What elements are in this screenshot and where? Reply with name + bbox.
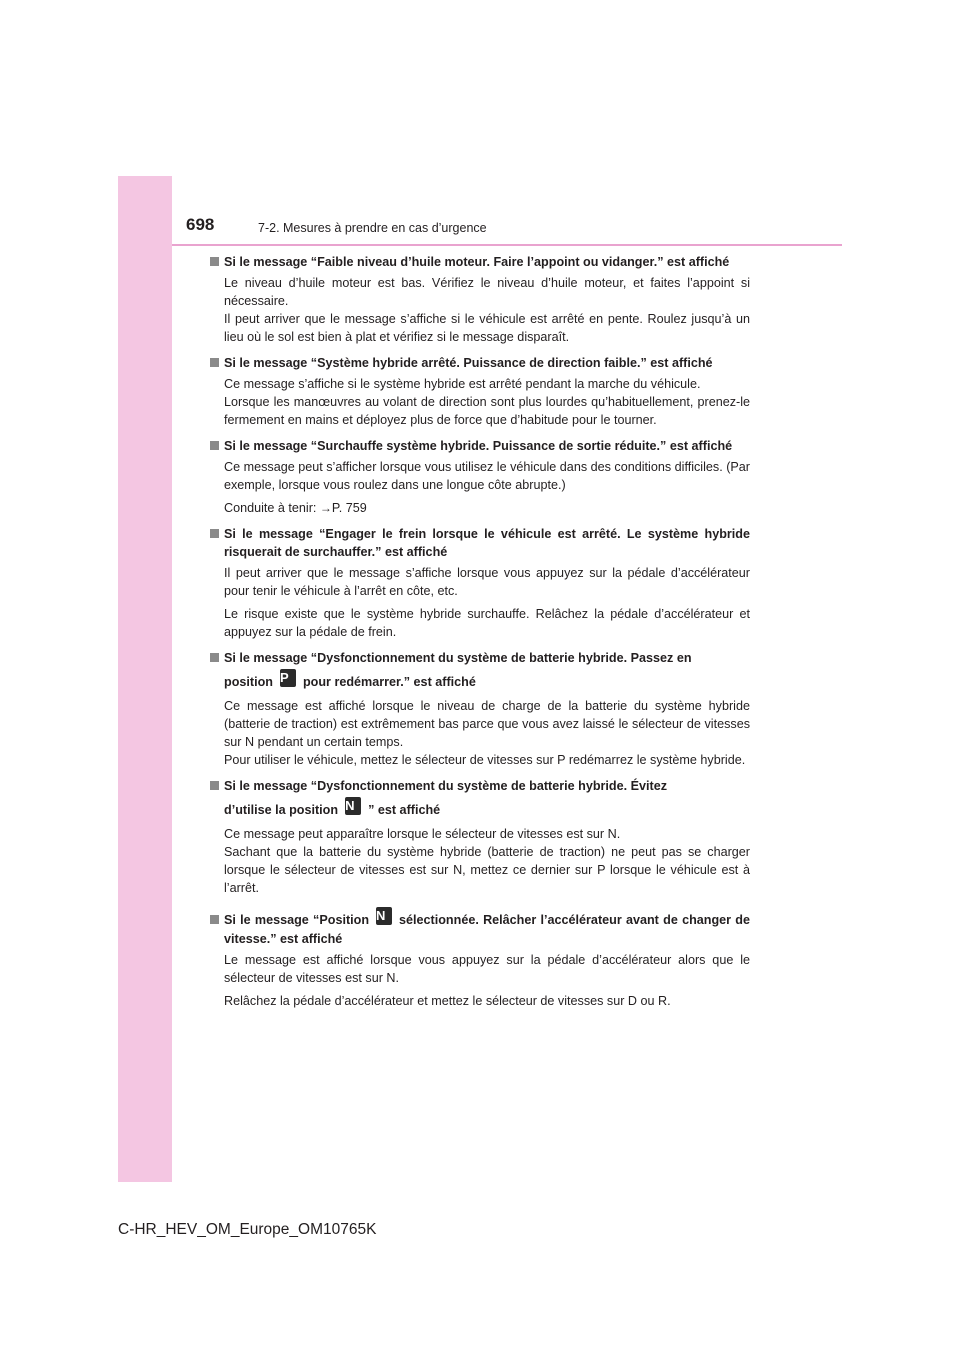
heading-text: Si le message “Engager le frein lorsque le véhicule est arrêté. Le système hybride risquerait de surchauffer.” est affiché: [224, 527, 750, 559]
square-bullet-icon: [210, 257, 219, 266]
section-battery-malfunction-p: [210, 649, 750, 769]
paragraph: Il peut arriver que le message s’affiche lorsque vous appuyez sur la pédale d’accélérateur pour tenir le véhicule à l’arrêt en côte, etc.: [224, 566, 750, 598]
heading-text: Si le message “Faible niveau d’huile moteur. Faire l’appoint ou vidanger.” est affiché: [224, 255, 730, 269]
paragraph-text: Ce message est affiché lorsque le niveau de charge de la batterie du système hybride (batterie de traction) est extrêmement bas parce que vous avez laissé le sélecteur de vitesses sur N pendant un certain temps.: [224, 699, 750, 749]
paragraph: Le message est affiché lorsque vous appuyez sur la pédale d’accélérateur alors que le sélecteur de vitesses est sur N.: [224, 952, 750, 985]
heading-text: Si le message “Position: [224, 913, 370, 927]
paragraph-text: Le niveau d’huile moteur est bas. Vérifiez le niveau d’huile moteur, et faites l’appoint si nécessaire.: [224, 276, 750, 308]
gear-p-icon: P: [280, 669, 296, 687]
paragraph: Relâchez la pédale d’accélérateur et mettez le sélecteur de vitesses sur D ou R.: [224, 993, 671, 1008]
paragraph-text: Ce message s’affiche si le système hybride est arrêté pendant la marche du véhicule.: [224, 377, 701, 391]
reference-line: [210, 499, 750, 517]
section-heading: [210, 649, 750, 697]
manual-content: [210, 253, 750, 1018]
heading-text: Si le message “Dysfonctionnement du système de batterie hybride. Évitez: [224, 779, 668, 793]
paragraph: Ce message peut s’afficher lorsque vous utilisez le véhicule dans des conditions difficiles. (Par exemple, lorsque vous roulez dans une longue côte abrupte.): [224, 460, 750, 492]
section-overheat: [210, 437, 750, 517]
square-bullet-icon: [210, 358, 219, 367]
square-bullet-icon: [210, 781, 219, 790]
section-heading: [210, 907, 750, 948]
arrow-right-icon: →: [319, 501, 332, 515]
heading-text: position: [224, 675, 273, 689]
section-oil-level: [210, 253, 750, 346]
heading-text: d’utilise la position: [224, 803, 339, 817]
header-divider: [172, 244, 842, 246]
section-heading: [210, 525, 750, 561]
heading-text-line: [224, 795, 750, 825]
reference-label: Conduite à tenir:: [224, 501, 320, 515]
section-battery-malfunction-n: [210, 777, 750, 897]
heading-text: pour redémarrer.” est affiché: [302, 675, 476, 689]
heading-text-line: [224, 667, 750, 697]
paragraph-text: Ce message peut apparaître lorsque le sélecteur de vitesses est sur N.: [224, 827, 621, 841]
heading-text: Si le message “Surchauffe système hybride. Puissance de sortie réduite.” est affiché: [224, 439, 733, 453]
paragraph-text: Pour utiliser le véhicule, mettez le sélecteur de vitesses sur P redémarrez le système hybride.: [224, 753, 746, 767]
square-bullet-icon: [210, 653, 219, 662]
paragraph: [210, 274, 750, 346]
gear-n-icon: N: [345, 797, 361, 815]
paragraph: Le risque existe que le système hybride surchauffe. Relâchez la pédale d’accélérateur et appuyez sur la pédale de frein.: [224, 607, 750, 639]
chapter-title: 7-2. Mesures à prendre en cas d’urgence: [258, 221, 487, 235]
section-heading: [210, 777, 750, 825]
square-bullet-icon: [210, 441, 219, 450]
section-hybrid-stopped: [210, 354, 750, 429]
paragraph: [210, 375, 750, 429]
section-brake-warning: [210, 525, 750, 641]
paragraph-text: Il peut arriver que le message s’affiche si le véhicule est arrêté en pente. Roulez jusqu’à un lieu où le sol est bien à plat et vérifiez si le message disparaît.: [224, 312, 750, 344]
section-heading: [210, 253, 750, 271]
square-bullet-icon: [210, 915, 219, 924]
page-number: 698: [186, 215, 215, 234]
heading-text: sélectionnée. Relâcher l’accélérateur avant de changer de vitesse.” est affiché: [224, 913, 750, 946]
page-reference-link[interactable]: P. 759: [331, 501, 367, 515]
gear-n-icon: N: [376, 907, 392, 925]
paragraph-text: Sachant que la batterie du système hybride (batterie de traction) ne peut pas se charger lorsque le sélecteur de vitesses est sur N, mettez ce dernier sur P lorsque le véhicule est à l’arrêt.: [224, 845, 750, 895]
heading-text: ” est affiché: [368, 803, 441, 817]
heading-text: Si le message “Système hybride arrêté. Puissance de direction faible.” est affiché: [224, 356, 713, 370]
paragraph: [210, 825, 750, 897]
paragraph: [210, 697, 750, 769]
chapter-color-tab: [118, 176, 172, 1182]
paragraph-text: Lorsque les manœuvres au volant de direction sont plus lourdes qu’habituellement, prenez-le fermement en mains et déployez plus de force que d’habitude pour le tourner.: [224, 395, 750, 427]
document-code: C-HR_HEV_OM_Europe_OM10765K: [118, 1221, 377, 1238]
section-position-n-selected: [210, 907, 750, 1010]
square-bullet-icon: [210, 529, 219, 538]
section-heading: [210, 437, 750, 455]
heading-text: Si le message “Dysfonctionnement du système de batterie hybride. Passez en: [224, 651, 692, 665]
section-heading: [210, 354, 750, 372]
